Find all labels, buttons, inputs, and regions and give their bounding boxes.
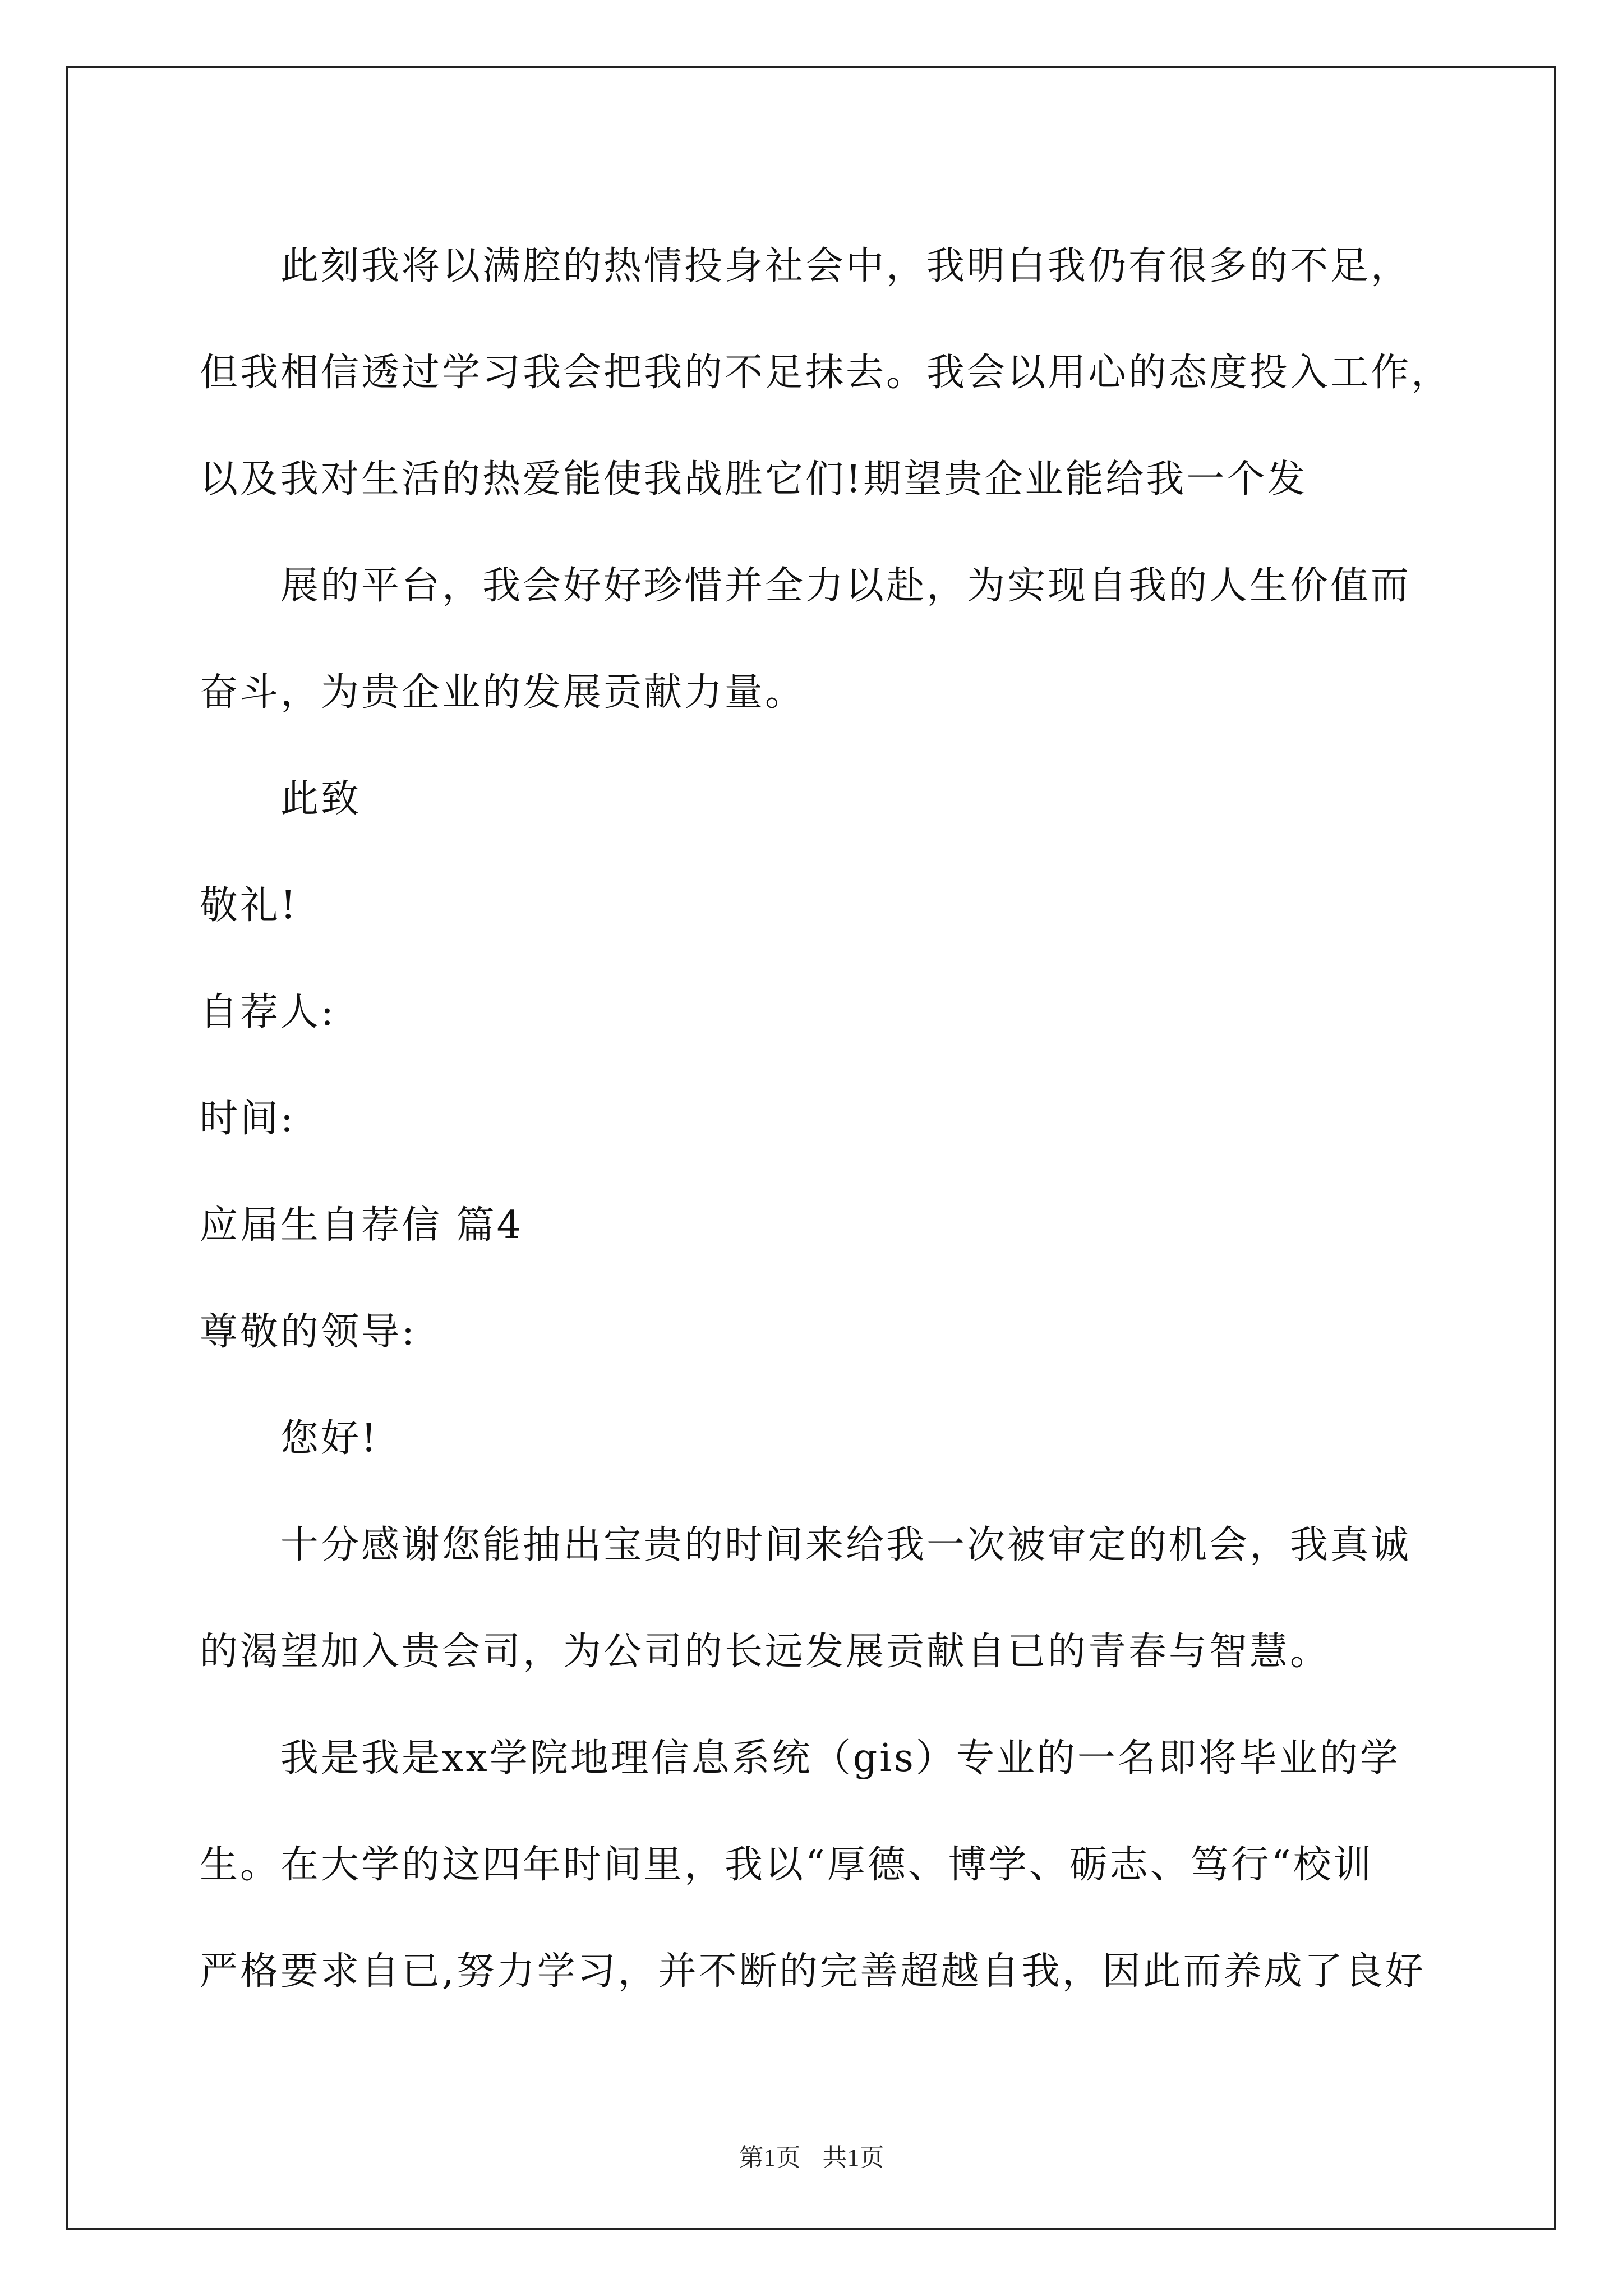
document-body (200, 213, 1461, 2025)
paragraph-line: 严格要求自已,努力学习，并不断的完善超越自我，因此而养成了良好 (200, 1949, 1426, 1994)
paragraph-line: 此刻我将以满腔的热情投身社会中，我明白我仍有很多的不足， (280, 244, 1412, 288)
page-number: 第1页 (739, 2144, 801, 2171)
paragraph-line: 但我相信透过学习我会把我的不足抹去。我会以用心的态度投入工作， (200, 351, 1452, 395)
date-label: 时间: (200, 1097, 296, 1141)
page-footer (0, 2137, 1623, 2173)
greeting-hello: 您好! (280, 1416, 379, 1461)
closing-regards: 敬礼! (200, 884, 298, 928)
paragraph-line: 展的平台，我会好好珍惜并全力以赴，为实现自我的人生价值而 (280, 564, 1412, 608)
greeting: 尊敬的领导: (200, 1310, 417, 1354)
page-total: 共1页 (822, 2144, 884, 2171)
paragraph-line: 以及我对生活的热爱能使我战胜它们!期望贵企业能给我一个发 (200, 457, 1308, 501)
paragraph-line: 我是我是xx学院地理信息系统（gis）专业的一名即将毕业的学 (280, 1736, 1400, 1780)
closing-salutation: 此致 (280, 777, 362, 821)
signature-label: 自荐人: (200, 990, 336, 1034)
section-heading: 应届生自荐信 篇4 (200, 1203, 523, 1248)
paragraph-line: 十分感谢您能抽出宝贵的时间来给我一次被审定的机会，我真诚 (280, 1523, 1412, 1567)
paragraph-line: 生。在大学的这四年时间里，我以“厚德、博学、砺志、笃行“校训 (200, 1843, 1374, 1887)
paragraph-line: 的渴望加入贵会司，为公司的长远发展贡献自已的青春与智慧。 (200, 1630, 1331, 1674)
paragraph-line: 奋斗，为贵企业的发展贡献力量。 (200, 670, 806, 715)
